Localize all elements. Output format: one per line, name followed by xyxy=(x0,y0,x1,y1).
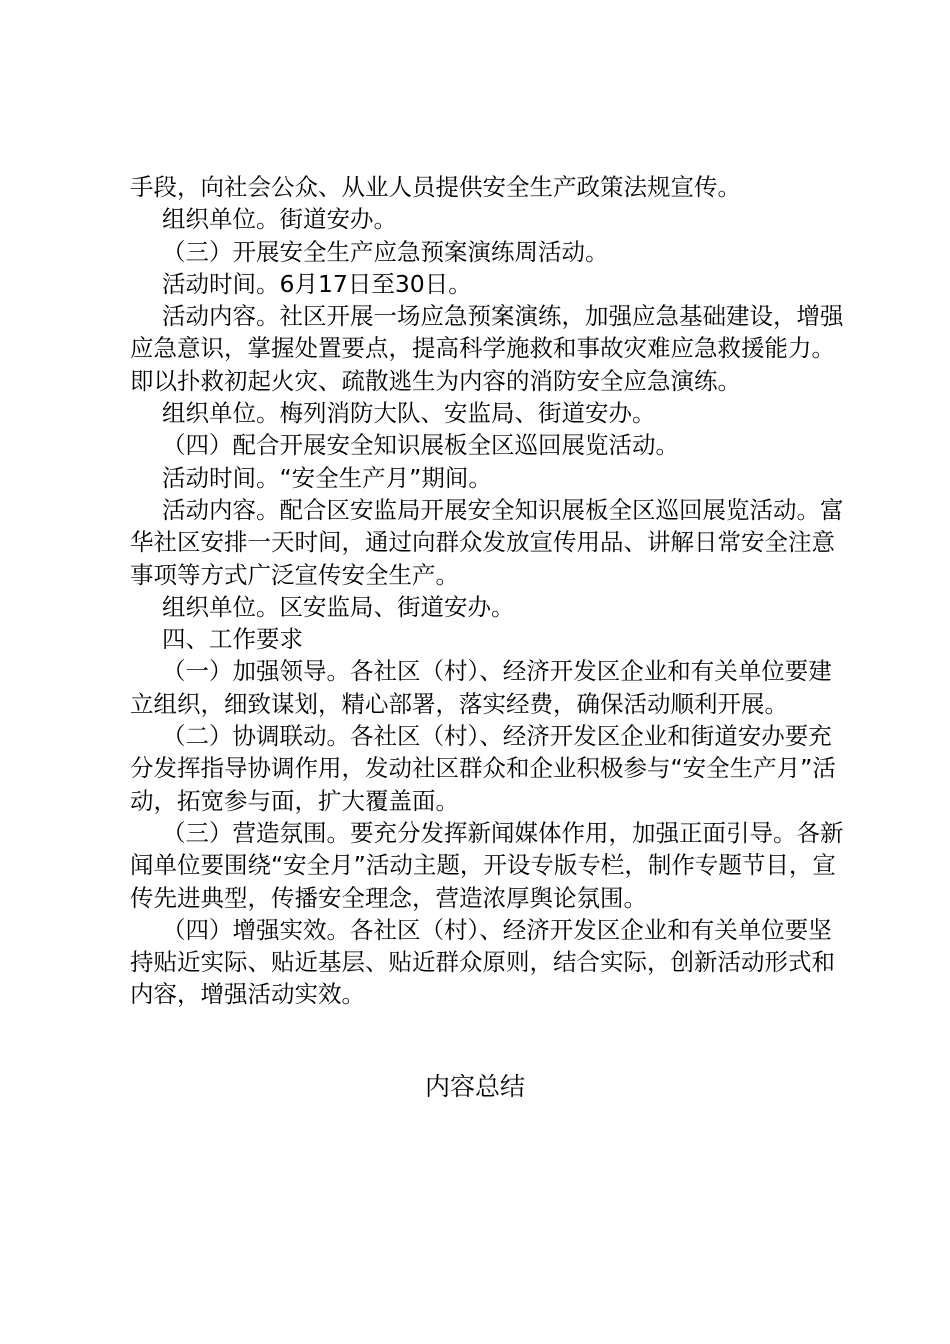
paragraph-continuation: 手段，向社会公众、从业人员提供安全生产政策法规宣传。 xyxy=(130,173,741,201)
summary-title: 内容总结 xyxy=(424,1072,525,1101)
paragraph-organizer-2: 组织单位。梅列消防大队、安监局、街道安办。 xyxy=(162,399,656,428)
paragraph-organizer-1: 组织单位。街道安办。 xyxy=(162,205,397,234)
paragraph-content-1: 活动内容。社区开展一场应急预案演练，加强应急基础建设，增强应急意识，掌握处置要点，提高科学施救和事故灾难应急救援能力。即以扑救初起火灾、疏散逃生为内容的消防安全应急演练。 xyxy=(130,302,844,395)
paragraph-content-2: 活动内容。配合区安监局开展安全知识展板全区巡回展览活动。富华社区安排一天时间，通过向群众发放宣传用品、讲解日常安全注意事项等方式广泛宣传安全生产。 xyxy=(130,495,844,589)
paragraph-organizer-3: 组织单位。区安监局、街道安办。 xyxy=(162,592,515,621)
paragraph-section-4-heading: （四）配合开展安全知识展板全区巡回展览活动。 xyxy=(162,431,679,460)
paragraph-requirement-2: （二）协调联动。各社区（村）、经济开发区企业和街道安办要充分发挥指导协调作用，发动社区群众和企业积极参与“安全生产月”活动，拓宽参与面，扩大覆盖面。 xyxy=(130,722,836,815)
paragraph-requirement-1: （一）加强领导。各社区（村）、经济开发区企业和有关单位要建立组织，细致谋划，精心部署，落实经费，确保活动顺利开展。 xyxy=(130,657,832,718)
paragraph-requirement-3: （三）营造氛围。要充分发挥新闻媒体作用，加强正面引导。各新闻单位要围绕“安全月”活动主题，开设专版专栏，制作专题节目，宣传先进典型，传播安全理念，营造浓厚舆论氛围。 xyxy=(130,818,844,912)
document-body xyxy=(130,171,850,1011)
paragraph-time-1: 活动时间。6月17日至30日。 xyxy=(162,269,472,298)
paragraph-section-3-heading: （三）开展安全生产应急预案演练周活动。 xyxy=(162,237,609,266)
paragraph-time-2: 活动时间。“安全生产月”期间。 xyxy=(162,463,492,492)
paragraph-requirement-4: （四）增强实效。各社区（村）、经济开发区企业和有关单位要坚持贴近实际、贴近基层、贴近群众原则，结合实际，创新活动形式和内容，增强活动实效。 xyxy=(130,915,835,1009)
paragraph-work-requirements-heading: 四、工作要求 xyxy=(162,625,303,654)
